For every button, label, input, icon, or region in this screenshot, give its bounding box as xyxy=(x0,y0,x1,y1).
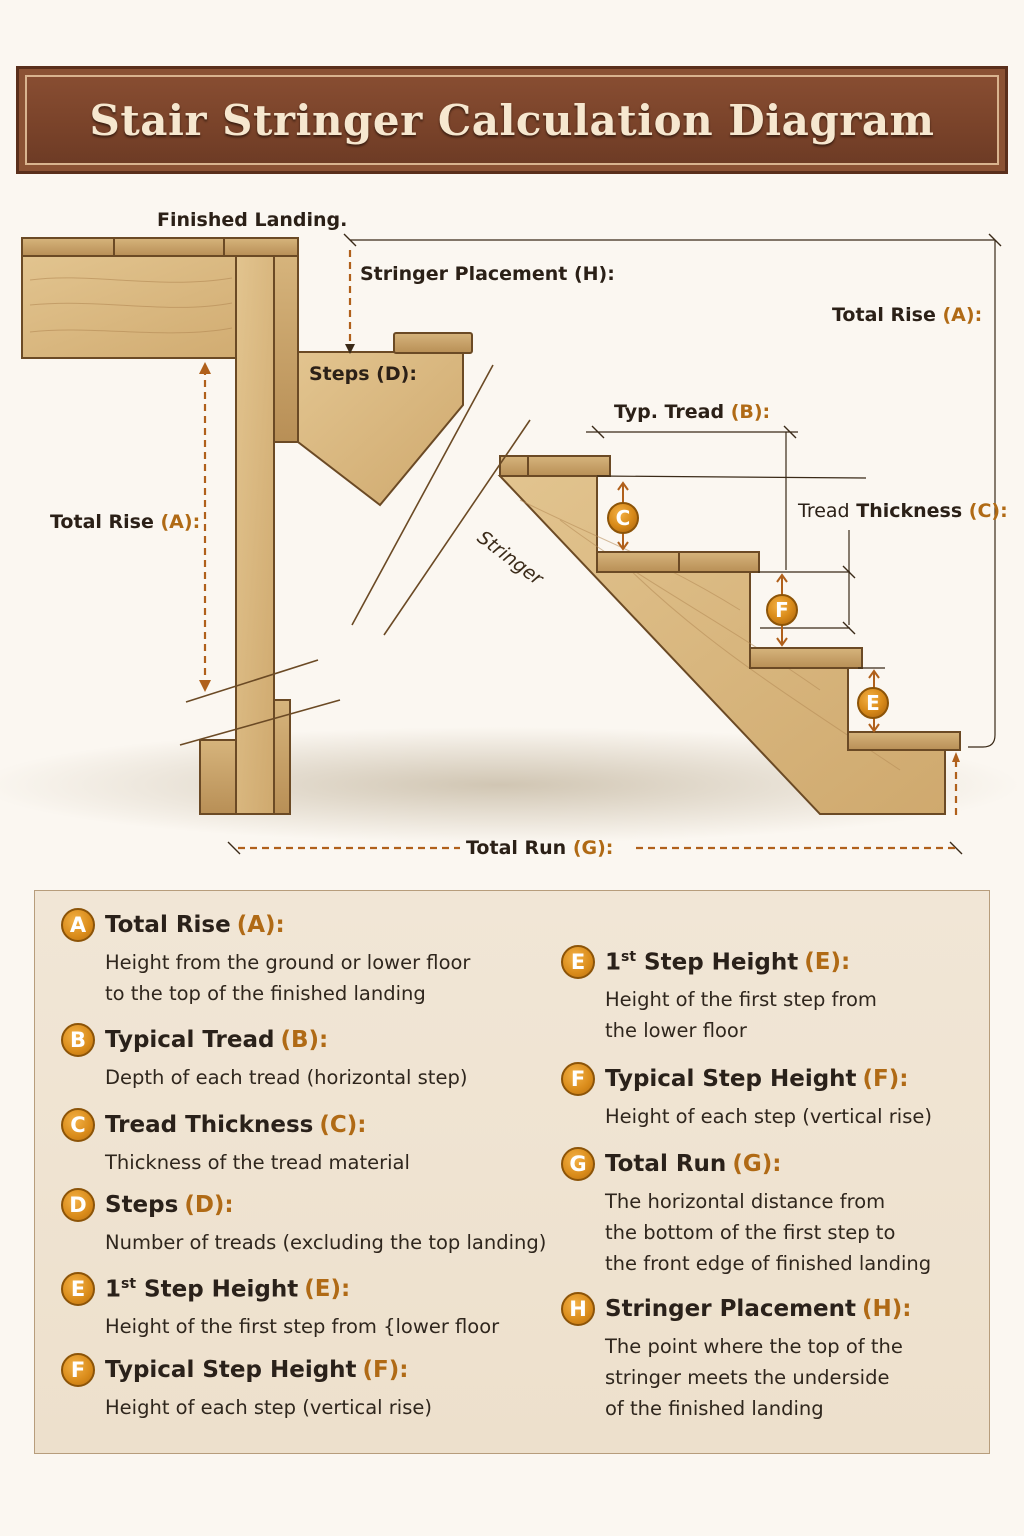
legend-item-tread-thickness: C Tread Thickness (C): Thickness of the tread material xyxy=(61,1107,410,1178)
deck-board-3 xyxy=(224,238,298,256)
deck-board-1 xyxy=(22,238,114,256)
badge-e-right: E xyxy=(561,945,595,979)
tread-6 xyxy=(848,732,960,750)
label-finished-landing: Finished Landing. xyxy=(157,209,348,231)
badge-c: C xyxy=(61,1108,95,1142)
svg-text:E: E xyxy=(866,691,880,715)
top-tread xyxy=(394,333,472,353)
label-total-rise-right: Total Rise (A): xyxy=(832,304,983,326)
tread-5 xyxy=(750,648,862,668)
badge-e-diagram xyxy=(858,688,888,718)
post-base xyxy=(200,740,236,814)
page-title: Stair Stringer Calculation Diagram xyxy=(89,96,935,145)
legend-item-steps: D Steps (D): Number of treads (excluding the top landing) xyxy=(61,1187,546,1258)
legend-item-typical-tread: B Typical Tread (B): Depth of each tread (horizontal step) xyxy=(61,1022,467,1093)
badge-e: E xyxy=(61,1272,95,1306)
badge-h: H xyxy=(561,1292,595,1326)
svg-text:F: F xyxy=(775,598,789,622)
badge-b: B xyxy=(61,1023,95,1057)
badge-f: F xyxy=(61,1353,95,1387)
label-tread-thickness: Tread Thickness (C): xyxy=(798,500,1008,522)
label-stringer: Stringer xyxy=(472,526,548,590)
tread-3 xyxy=(597,552,679,572)
legend-item-stringer-placement: H Stringer Placement (H): The point where the top of the stringer meets the underside of the finished landing xyxy=(561,1291,912,1424)
label-total-rise-left: Total Rise (A): xyxy=(50,511,201,533)
badge-f-right: F xyxy=(561,1062,595,1096)
legend-item-typical-step-height: F Typical Step Height (F): Height of each step (vertical rise) xyxy=(61,1352,432,1423)
rim-board xyxy=(274,256,298,442)
legend-item-first-step-height: E 1st Step Height (E): Height of the first step from {lower floor xyxy=(61,1271,499,1342)
legend-panel xyxy=(34,890,990,1454)
svg-text:C: C xyxy=(615,506,631,530)
label-steps: Steps (D): xyxy=(309,363,417,385)
tread-2 xyxy=(528,456,610,476)
badge-f-diagram xyxy=(767,595,797,625)
badge-a: A xyxy=(61,908,95,942)
legend-item-first-step-height-right: E 1st Step Height (E): Height of the first step from the lower floor xyxy=(561,944,877,1046)
legend-item-total-rise: A Total Rise (A): Height from the ground or lower floor to the top of the finished landing xyxy=(61,907,470,1009)
label-typ-tread: Typ. Tread (B): xyxy=(614,401,771,423)
support-post xyxy=(236,256,274,814)
label-total-run: Total Run (G): xyxy=(466,837,614,859)
badge-c-diagram xyxy=(608,503,638,533)
badge-d: D xyxy=(61,1188,95,1222)
deck-board-2 xyxy=(114,238,224,256)
legend-item-total-run: G Total Run (G): The horizontal distance from the bottom of the first step to the front edge of finished landing xyxy=(561,1146,931,1279)
badge-g: G xyxy=(561,1147,595,1181)
legend-item-typical-step-height-right: F Typical Step Height (F): Height of each step (vertical rise) xyxy=(561,1061,932,1132)
tread-4 xyxy=(679,552,759,572)
label-stringer-placement: Stringer Placement (H): xyxy=(360,263,615,285)
